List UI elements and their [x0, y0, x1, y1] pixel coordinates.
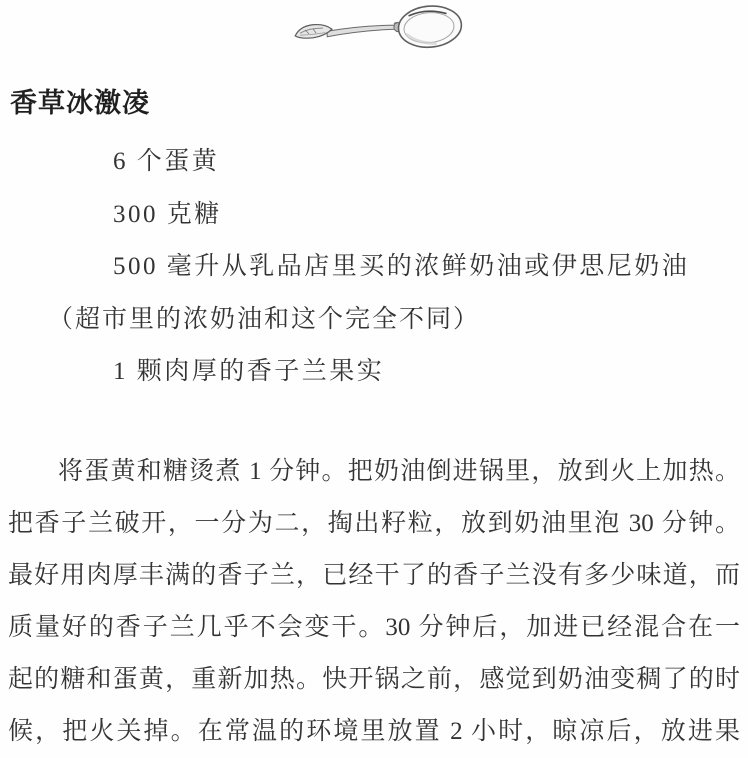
- ingredient-cream-note: （超市里的浓奶油和这个完全不同）: [48, 305, 481, 333]
- instruction-line: 最好用肉厚丰满的香子兰，已经干了的香子兰没有多少味道，而: [8, 562, 740, 589]
- ingredient-sugar: 300 克糖: [113, 200, 222, 228]
- recipe-title: 香草冰激凌: [10, 88, 150, 118]
- instruction-line: 把香子兰破开，一分为二，掏出籽粒，放到奶油里泡 30 分钟。: [8, 510, 740, 537]
- ingredient-list: [0, 136, 748, 399]
- instruction-line: 将蛋黄和糖烫煮 1 分钟。把奶油倒进锅里，放到火上加热。: [58, 458, 740, 485]
- instruction-line: 起的糖和蛋黄，重新加热。快开锅之前，感觉到奶油变稠了的时: [8, 666, 740, 693]
- ingredient-egg-yolks: 6 个蛋黄: [113, 148, 220, 175]
- instruction-line: 质量好的香子兰几乎不会变干。30 分钟后，加进已经混合在一: [8, 614, 740, 641]
- spoon-icon: [287, 2, 467, 57]
- instruction-paragraph: [8, 446, 740, 758]
- instruction-line: 候，把火关掉。在常温的环境里放置 2 小时，晾凉后，放进果: [8, 718, 740, 745]
- ingredient-cream: 500 毫升从乳品店里买的浓鲜奶油或伊思尼奶油: [113, 253, 690, 280]
- ingredient-vanilla: 1 颗肉厚的香子兰果实: [113, 358, 385, 385]
